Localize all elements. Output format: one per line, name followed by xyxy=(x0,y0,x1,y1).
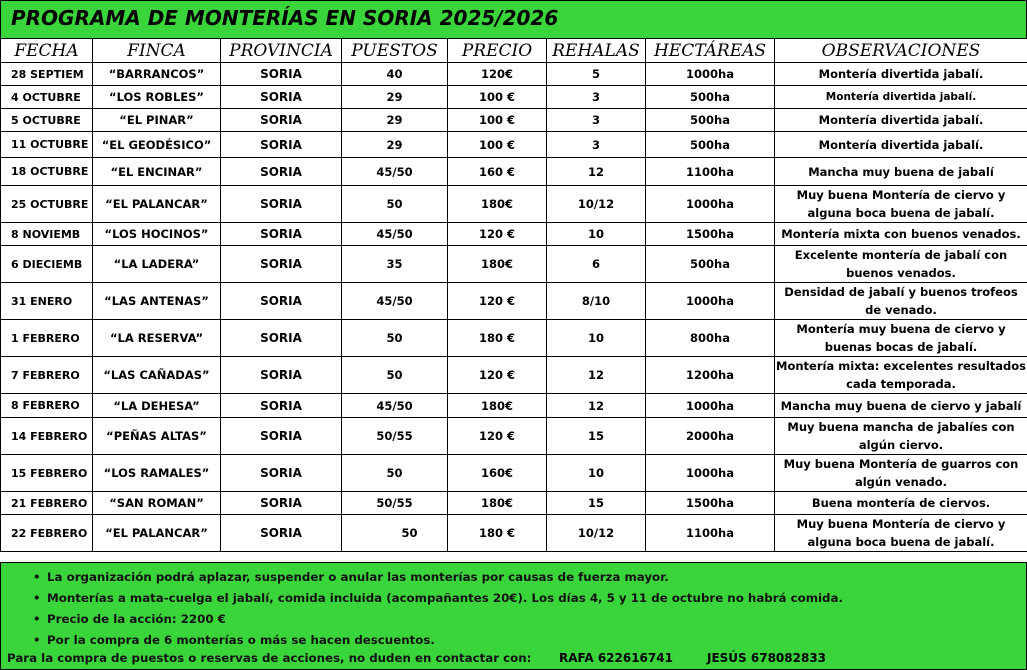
cell-precio: 180€ xyxy=(448,186,547,223)
cell-provincia: SORIA xyxy=(221,394,342,418)
cell-observaciones: Muy buena Montería de ciervo y alguna boca buena de jabalí. xyxy=(775,186,1027,223)
page-title: PROGRAMA DE MONTERÍAS EN SORIA 2025/2026 xyxy=(11,6,559,30)
cell-hectareas: 800ha xyxy=(646,320,775,357)
cell-rehalas: 15 xyxy=(547,492,646,515)
cell-rehalas: 10 xyxy=(547,320,646,357)
cell-finca: “LOS RAMALES” xyxy=(93,455,221,492)
cell-provincia: SORIA xyxy=(221,63,342,86)
cell-rehalas: 10/12 xyxy=(547,186,646,223)
cell-precio: 160 € xyxy=(448,158,547,186)
cell-precio: 180 € xyxy=(448,515,547,552)
schedule-table xyxy=(0,38,1027,552)
cell-puestos: 29 xyxy=(342,109,448,132)
cell-rehalas: 10/12 xyxy=(547,515,646,552)
cell-observaciones: Muy buena Montería de guarros con algún venado. xyxy=(775,455,1027,492)
cell-provincia: SORIA xyxy=(221,86,342,109)
cell-hectareas: 1500ha xyxy=(646,223,775,246)
cell-fecha: 15 FEBRERO xyxy=(1,455,93,492)
cell-hectareas: 1500ha xyxy=(646,492,775,515)
cell-rehalas: 12 xyxy=(547,158,646,186)
cell-precio: 100 € xyxy=(448,132,547,158)
cell-observaciones: Mancha muy buena de jabalí xyxy=(775,158,1027,186)
cell-fecha: 4 OCTUBRE xyxy=(1,86,93,109)
cell-finca: “EL PALANCAR” xyxy=(93,515,221,552)
cell-precio: 120€ xyxy=(448,63,547,86)
cell-puestos: 50/55 xyxy=(342,418,448,455)
cell-observaciones: Buena montería de ciervos. xyxy=(775,492,1027,515)
cell-hectareas: 500ha xyxy=(646,109,775,132)
cell-fecha: 22 FEBRERO xyxy=(1,515,93,552)
cell-precio: 120 € xyxy=(448,283,547,320)
cell-puestos: 29 xyxy=(342,132,448,158)
cell-precio: 100 € xyxy=(448,109,547,132)
cell-fecha: 21 FEBRERO xyxy=(1,492,93,515)
note-text: La organización podrá aplazar, suspender o anular las monterías por causas de fuerza mayor. xyxy=(47,570,669,584)
footer-notes xyxy=(0,562,1027,670)
cell-puestos: 45/50 xyxy=(342,394,448,418)
cell-rehalas: 3 xyxy=(547,109,646,132)
cell-rehalas: 5 xyxy=(547,63,646,86)
cell-fecha: 31 ENERO xyxy=(1,283,93,320)
contact-text: Para la compra de puestos o reservas de acciones, no duden en contactar con: xyxy=(7,651,532,665)
cell-fecha: 14 FEBRERO xyxy=(1,418,93,455)
cell-puestos: 45/50 xyxy=(342,158,448,186)
cell-precio: 180 € xyxy=(448,320,547,357)
cell-finca: “SAN ROMAN” xyxy=(93,492,221,515)
table-row xyxy=(1,455,1027,492)
cell-hectareas: 1000ha xyxy=(646,455,775,492)
cell-hectareas: 500ha xyxy=(646,132,775,158)
cell-fecha: 7 FEBRERO xyxy=(1,357,93,394)
cell-hectareas: 1000ha xyxy=(646,186,775,223)
notes-list xyxy=(33,567,843,651)
cell-puestos: 50 xyxy=(342,186,448,223)
cell-observaciones: Montería muy buena de ciervo y buenas bocas de jabalí. xyxy=(775,320,1027,357)
cell-fecha: 28 SEPTIEM xyxy=(1,63,93,86)
cell-finca: “EL PINAR” xyxy=(93,109,221,132)
cell-precio: 100 € xyxy=(448,86,547,109)
header-precio: PRECIO xyxy=(448,39,547,63)
cell-finca: “LA RESERVA” xyxy=(93,320,221,357)
cell-observaciones: Mancha muy buena de ciervo y jabalí xyxy=(775,394,1027,418)
cell-fecha: 6 DIECIEMB xyxy=(1,246,93,283)
table-row xyxy=(1,515,1027,552)
cell-precio: 120 € xyxy=(448,357,547,394)
cell-puestos: 40 xyxy=(342,63,448,86)
cell-observaciones: Muy buena mancha de jabalíes con algún ciervo. xyxy=(775,418,1027,455)
header-fecha: FECHA xyxy=(1,39,93,63)
cell-finca: “BARRANCOS” xyxy=(93,63,221,86)
cell-observaciones: Montería divertida jabalí. xyxy=(775,63,1027,86)
cell-fecha: 18 OCTUBRE xyxy=(1,158,93,186)
table-row xyxy=(1,283,1027,320)
note-item xyxy=(33,609,843,630)
cell-observaciones: Densidad de jabalí y buenos trofeos de venado. xyxy=(775,283,1027,320)
cell-finca: “LAS CAÑADAS” xyxy=(93,357,221,394)
header-hectareas: HECTÁREAS xyxy=(646,39,775,63)
cell-observaciones: Montería mixta con buenos venados. xyxy=(775,223,1027,246)
bullet-icon: • xyxy=(33,591,41,605)
table-row xyxy=(1,109,1027,132)
table-row xyxy=(1,63,1027,86)
cell-hectareas: 500ha xyxy=(646,246,775,283)
cell-puestos: 50 xyxy=(342,515,448,552)
cell-hectareas: 2000ha xyxy=(646,418,775,455)
cell-puestos: 35 xyxy=(342,246,448,283)
cell-provincia: SORIA xyxy=(221,515,342,552)
cell-puestos: 50 xyxy=(342,320,448,357)
cell-hectareas: 1000ha xyxy=(646,63,775,86)
cell-observaciones: Excelente montería de jabalí con buenos venados. xyxy=(775,246,1027,283)
cell-provincia: SORIA xyxy=(221,283,342,320)
table-row xyxy=(1,158,1027,186)
cell-observaciones: Montería divertida jabalí. xyxy=(775,132,1027,158)
cell-puestos: 45/50 xyxy=(342,283,448,320)
cell-precio: 180€ xyxy=(448,492,547,515)
cell-provincia: SORIA xyxy=(221,418,342,455)
note-text: Precio de la acción: 2200 € xyxy=(47,612,226,626)
cell-puestos: 50 xyxy=(342,357,448,394)
cell-provincia: SORIA xyxy=(221,357,342,394)
cell-precio: 120 € xyxy=(448,223,547,246)
cell-rehalas: 12 xyxy=(547,357,646,394)
cell-observaciones: Montería divertida jabalí. xyxy=(775,109,1027,132)
cell-puestos: 29 xyxy=(342,86,448,109)
cell-hectareas: 1100ha xyxy=(646,515,775,552)
cell-provincia: SORIA xyxy=(221,320,342,357)
cell-provincia: SORIA xyxy=(221,132,342,158)
header-provincia: PROVINCIA xyxy=(221,39,342,63)
cell-rehalas: 6 xyxy=(547,246,646,283)
cell-hectareas: 1000ha xyxy=(646,394,775,418)
cell-provincia: SORIA xyxy=(221,158,342,186)
table-row xyxy=(1,223,1027,246)
cell-observaciones: Montería mixta: excelentes resultados cada temporada. xyxy=(775,357,1027,394)
cell-observaciones: Muy buena Montería de ciervo y alguna boca buena de jabalí. xyxy=(775,515,1027,552)
table-header-row xyxy=(1,39,1027,63)
cell-precio: 160€ xyxy=(448,455,547,492)
cell-hectareas: 1000ha xyxy=(646,283,775,320)
bullet-icon: • xyxy=(33,570,41,584)
cell-provincia: SORIA xyxy=(221,109,342,132)
table-row xyxy=(1,320,1027,357)
cell-hectareas: 500ha xyxy=(646,86,775,109)
cell-finca: “LA LADERA” xyxy=(93,246,221,283)
contact-jesus: JESÚS 678082833 xyxy=(707,651,827,665)
cell-puestos: 50/55 xyxy=(342,492,448,515)
table-row xyxy=(1,418,1027,455)
cell-hectareas: 1200ha xyxy=(646,357,775,394)
cell-provincia: SORIA xyxy=(221,455,342,492)
cell-rehalas: 10 xyxy=(547,455,646,492)
cell-provincia: SORIA xyxy=(221,246,342,283)
cell-finca: “EL PALANCAR” xyxy=(93,186,221,223)
cell-precio: 120 € xyxy=(448,418,547,455)
cell-fecha: 1 FEBRERO xyxy=(1,320,93,357)
table-row xyxy=(1,394,1027,418)
cell-rehalas: 3 xyxy=(547,132,646,158)
table-row xyxy=(1,357,1027,394)
cell-provincia: SORIA xyxy=(221,492,342,515)
cell-fecha: 8 FEBRERO xyxy=(1,394,93,418)
cell-rehalas: 15 xyxy=(547,418,646,455)
table-row xyxy=(1,186,1027,223)
note-item xyxy=(33,630,843,651)
cell-rehalas: 3 xyxy=(547,86,646,109)
table-row xyxy=(1,492,1027,515)
table-row xyxy=(1,132,1027,158)
cell-finca: “LOS ROBLES” xyxy=(93,86,221,109)
cell-rehalas: 8/10 xyxy=(547,283,646,320)
cell-fecha: 5 OCTUBRE xyxy=(1,109,93,132)
header-rehalas: REHALAS xyxy=(547,39,646,63)
title-bar xyxy=(0,0,1027,39)
cell-rehalas: 10 xyxy=(547,223,646,246)
cell-fecha: 25 OCTUBRE xyxy=(1,186,93,223)
cell-precio: 180€ xyxy=(448,246,547,283)
cell-precio: 180€ xyxy=(448,394,547,418)
cell-provincia: SORIA xyxy=(221,186,342,223)
header-observaciones: OBSERVACIONES xyxy=(775,39,1027,63)
cell-finca: “EL GEODÉSICO” xyxy=(93,132,221,158)
note-text: Monterías a mata-cuelga el jabalí, comida incluida (acompañantes 20€). Los días 4, 5 y 11 de octubre no habrá comida. xyxy=(47,591,843,605)
cell-puestos: 45/50 xyxy=(342,223,448,246)
header-puestos: PUESTOS xyxy=(342,39,448,63)
table-row xyxy=(1,246,1027,283)
cell-rehalas: 12 xyxy=(547,394,646,418)
cell-finca: “LAS ANTENAS” xyxy=(93,283,221,320)
cell-finca: “PEÑAS ALTAS” xyxy=(93,418,221,455)
header-finca: FINCA xyxy=(93,39,221,63)
cell-hectareas: 1100ha xyxy=(646,158,775,186)
cell-finca: “EL ENCINAR” xyxy=(93,158,221,186)
cell-puestos: 50 xyxy=(342,455,448,492)
cell-finca: “LA DEHESA” xyxy=(93,394,221,418)
cell-fecha: 8 NOVIEMB xyxy=(1,223,93,246)
bullet-icon: • xyxy=(33,633,41,647)
contact-rafa: RAFA 622616741 xyxy=(559,651,673,665)
note-item xyxy=(33,567,843,588)
cell-provincia: SORIA xyxy=(221,223,342,246)
cell-fecha: 11 OCTUBRE xyxy=(1,132,93,158)
cell-finca: “LOS HOCINOS” xyxy=(93,223,221,246)
table-row xyxy=(1,86,1027,109)
note-item xyxy=(33,588,843,609)
note-text: Por la compra de 6 monterías o más se hacen descuentos. xyxy=(47,633,435,647)
bullet-icon: • xyxy=(33,612,41,626)
cell-observaciones: Montería divertida jabalí. xyxy=(775,86,1027,109)
